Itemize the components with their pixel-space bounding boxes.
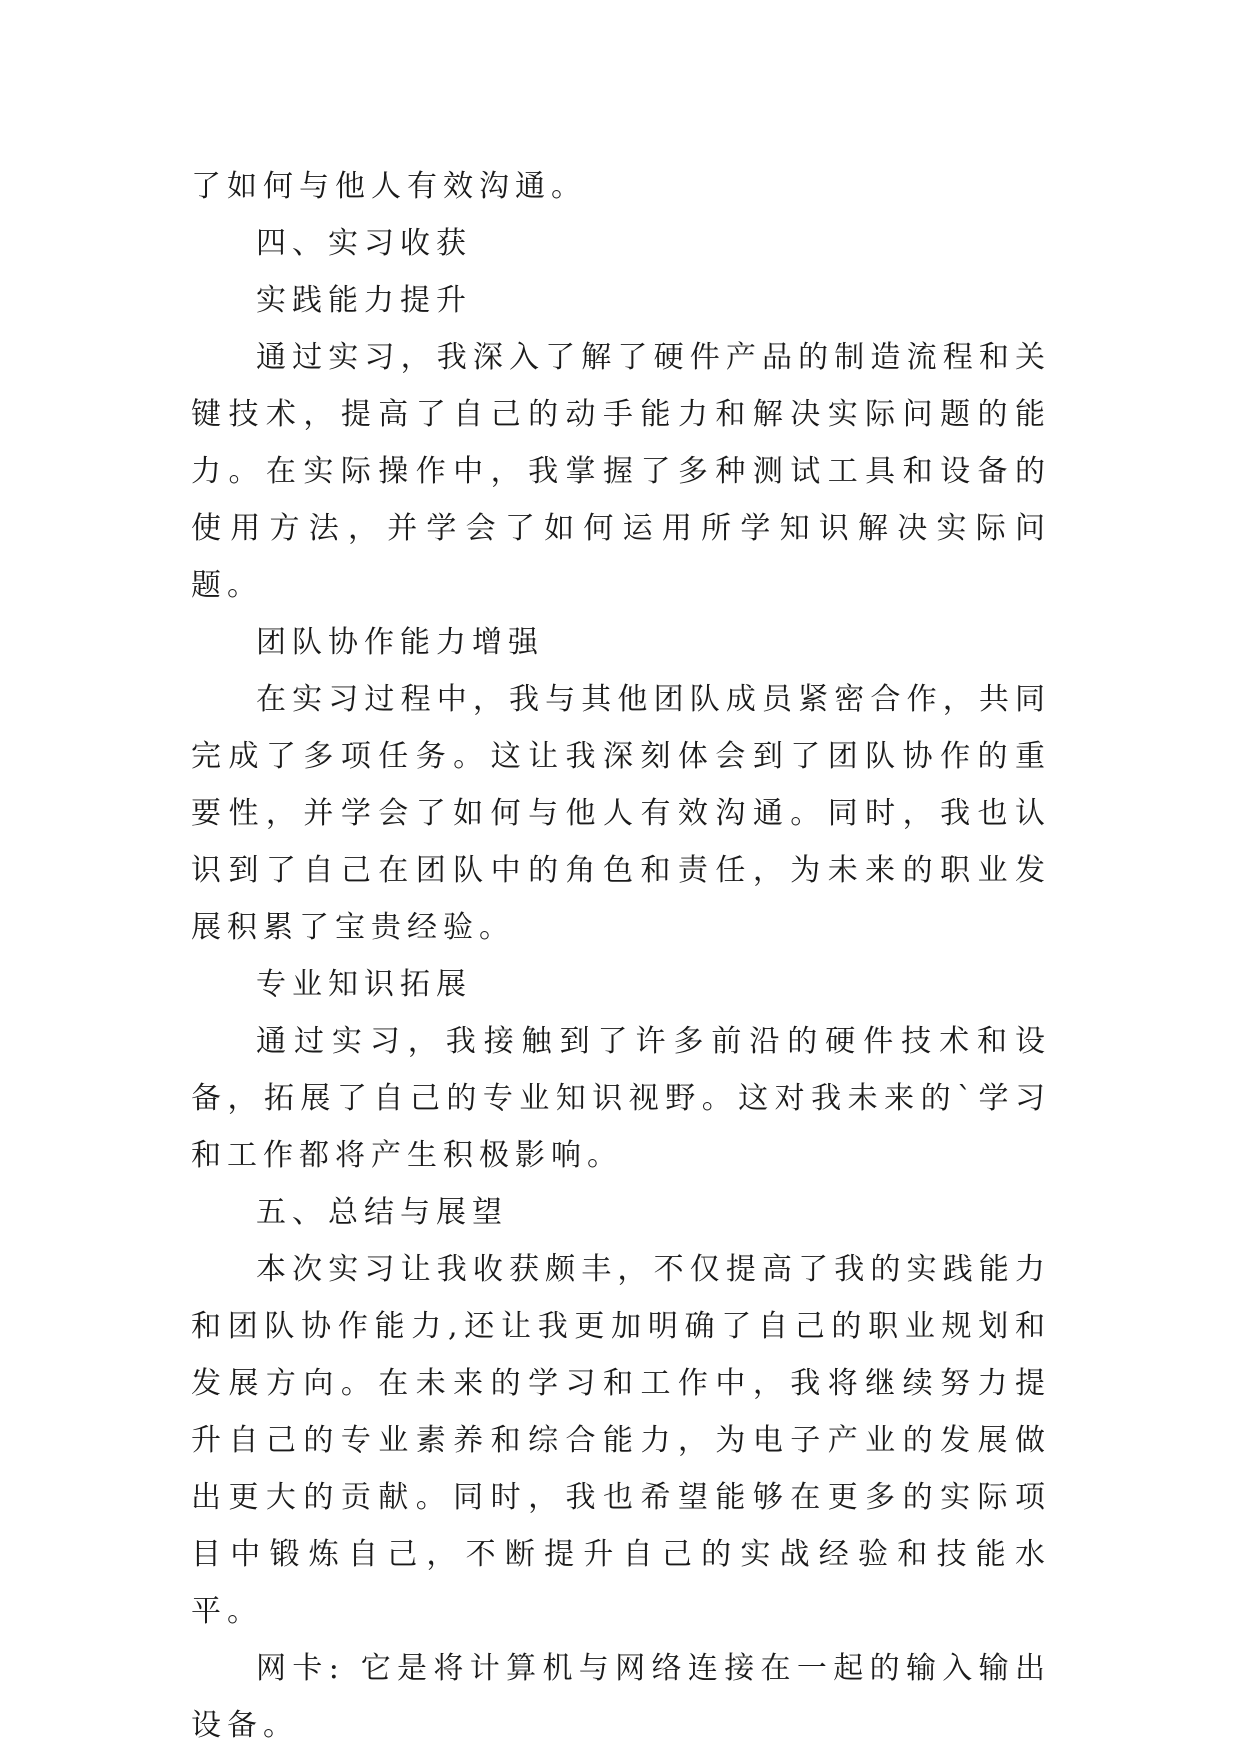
continuation-paragraph: 了如何与他人有效沟通。 <box>191 169 587 204</box>
subheading-teamwork: 团队协作能力增强 <box>256 625 544 660</box>
body-paragraph-practical-ability: 通过实习，我深入了解了硬件产品的制造流程和关键技术，提高了自己的动手能力和解决实际问题的能力。在实际操作中，我掌握了多种测试工具和设备的使用方法，并学会了如何运用所学知识解决实际问题。 <box>191 340 1051 603</box>
section-heading-summary-outlook: 五、总结与展望 <box>256 1195 508 1230</box>
subheading-professional-knowledge: 专业知识拓展 <box>256 967 472 1002</box>
section-heading-internship-gains: 四、实习收获 <box>256 226 472 261</box>
body-paragraph-teamwork: 在实习过程中，我与其他团队成员紧密合作，共同完成了多项任务。这让我深刻体会到了团队协作的重要性，并学会了如何与他人有效沟通。同时，我也认识到了自己在团队中的角色和责任，为未来的职业发展积累了宝贵经验。 <box>191 682 1051 945</box>
body-paragraph-professional-knowledge: 通过实习，我接触到了许多前沿的硬件技术和设备，拓展了自己的专业知识视野。这对我未来的`学习和工作都将产生积极影响。 <box>191 1024 1051 1173</box>
subheading-practical-ability: 实践能力提升 <box>256 283 472 318</box>
body-paragraph-summary: 本次实习让我收获颇丰，不仅提高了我的实践能力和团队协作能力,还让我更加明确了自己的职业规划和发展方向。在未来的学习和工作中，我将继续努力提升自己的专业素养和综合能力，为电子产业的发展做出更大的贡献。同时，我也希望能够在更多的实际项目中锻炼自己，不断提升自己的实战经验和技能水平。 <box>191 1252 1051 1629</box>
document-body <box>191 158 1051 1754</box>
body-paragraph-network-card: 网卡: 它是将计算机与网络连接在一起的输入输出设备。 <box>191 1651 1051 1743</box>
